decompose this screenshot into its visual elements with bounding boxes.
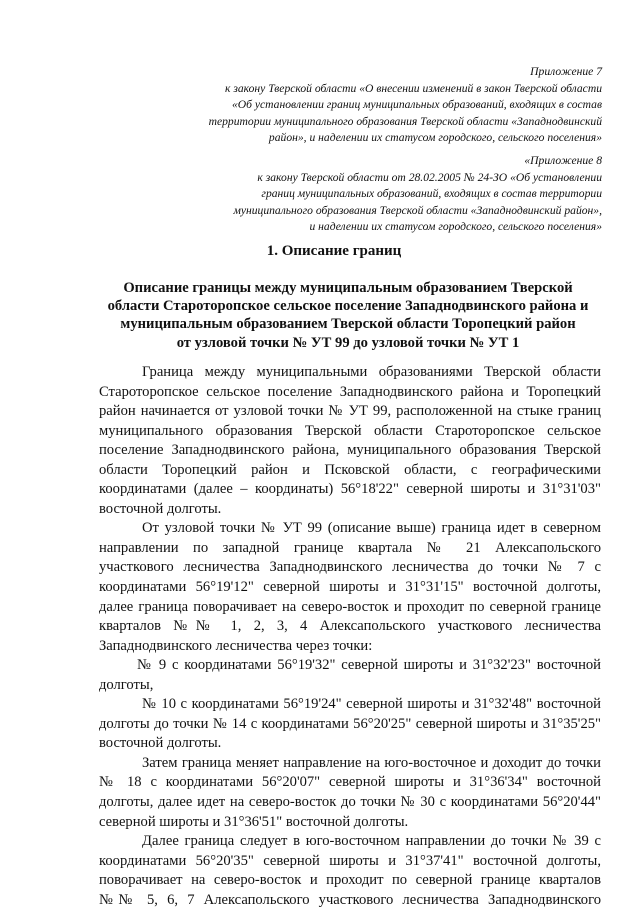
appendix-line: границ муниципальных образований, входящих в состав территории [261, 187, 602, 201]
text-line: № 18 с координатами 56°20'07" северной широты и 31°36'34" восточной [99, 774, 601, 791]
text-line: №№ 5, 6, 7 Алексапольского участкового лесничества Западнодвинского [99, 891, 601, 908]
section-title: 1. Описание границ [266, 243, 402, 259]
description-title-line: Описание границы между муниципальным образованием Тверской [123, 280, 573, 296]
text-line: Далее граница следует в юго-восточном направлении до точки № 39 с [142, 833, 601, 850]
appendix-line: к закону Тверской области от 28.02.2005 № 24-ЗО «Об установлении [257, 170, 602, 184]
appendix-line: Приложение 7 [530, 65, 602, 78]
description-title-line: области Староторопское сельское поселение Западнодвинского района и [107, 298, 589, 315]
paragraph [99, 695, 601, 754]
paragraph [99, 656, 601, 695]
text-line: № 10 с координатами 56°19'24" северной широты и 31°32'48" восточной [142, 696, 601, 713]
appendix-line: и наделении их статусом городского, сельского поселения» [309, 220, 602, 234]
appendix-line: муниципального образования Тверской области «Западнодвинский район», [233, 203, 602, 217]
text-line: координатами 56°19'12" северной широты и 31°31'15" восточной долготы, [99, 579, 601, 596]
appendix-line: «Приложение 8 [524, 154, 602, 167]
text-line: Граница между муниципальными образованиями Тверской области [142, 364, 601, 380]
description-title-line: от узловой точки № УТ 99 до узловой точки № УТ 1 [176, 334, 520, 351]
paragraph [99, 754, 601, 832]
text-line: кварталов №№ 1, 2, 3, 4 Алексапольского участкового лесничества [99, 618, 601, 635]
text-line: далее граница поворачивает на северо-восток и проходит по северной границе [99, 598, 601, 615]
paragraph [99, 363, 601, 519]
appendix-8-header [132, 153, 602, 236]
text-line: долготы, [99, 676, 154, 693]
appendix-line: «Об установлении границ муниципальных образований, входящих в состав [231, 98, 602, 112]
appendix-7-header [132, 64, 602, 147]
text-line: № 9 с координатами 56°19'32" северной широты и 31°32'23" восточной [137, 657, 601, 674]
text-line: поворачивает на северо-восток и проходит по северной границе кварталов [99, 872, 601, 889]
text-line: долготы, далее идет на северо-восток до точки № 30 с координатами 56°20'44" [99, 794, 601, 811]
appendix-line: район», и наделении их статусом городского, сельского поселения» [268, 131, 602, 145]
text-line: восточной долготы. [99, 735, 222, 752]
text-line: области Торопецкий район и Псковской области, с географическими [99, 461, 601, 478]
paragraph [99, 519, 601, 656]
appendix-line: территории муниципального образования Тверской области «Западнодвинский [208, 114, 602, 128]
description-title [88, 279, 608, 352]
paragraph [99, 832, 601, 910]
text-line: Западнодвинского лесничества через точки: [99, 637, 373, 654]
text-line: восточной долготы. [99, 500, 222, 517]
text-line: координатами 56°20'35" северной широты и 31°37'41" восточной долготы, [99, 852, 601, 869]
text-line: район начинается от узловой точки № УТ 99, расположенной на стыке границ [99, 403, 601, 420]
text-line: муниципального образования Тверской области Староторопское сельское [99, 422, 601, 439]
text-line: северной широты и 31°36'51" восточной долготы. [99, 813, 409, 830]
body-text [99, 363, 601, 910]
description-title-line: муниципальным образованием Тверской области Торопецкий район [120, 316, 576, 333]
text-line: Затем граница меняет направление на юго-восточное и доходит до точки [142, 754, 601, 771]
text-line: долготы до точки № 14 с координатами 56°20'25" северной широты и 31°35'25" [99, 715, 601, 732]
text-line: направлении по западной границе квартала № 21 Алексапольского [99, 539, 601, 556]
text-line: поселение Западнодвинского района, муниципального образования Тверской [99, 442, 601, 459]
appendix-line: к закону Тверской области «О внесении изменений в закон Тверской области [225, 81, 602, 95]
text-line: участкового лесничества Западнодвинского лесничества до точки № 7 с [99, 559, 601, 576]
text-line: Староторопское сельское поселение Западнодвинского района и Торопецкий [99, 383, 601, 400]
text-line: координатами (далее – координаты) 56°18'22" северной широты и 31°31'03" [99, 481, 601, 498]
text-line: От узловой точки № УТ 99 (описание выше) граница идет в северном [142, 520, 601, 537]
